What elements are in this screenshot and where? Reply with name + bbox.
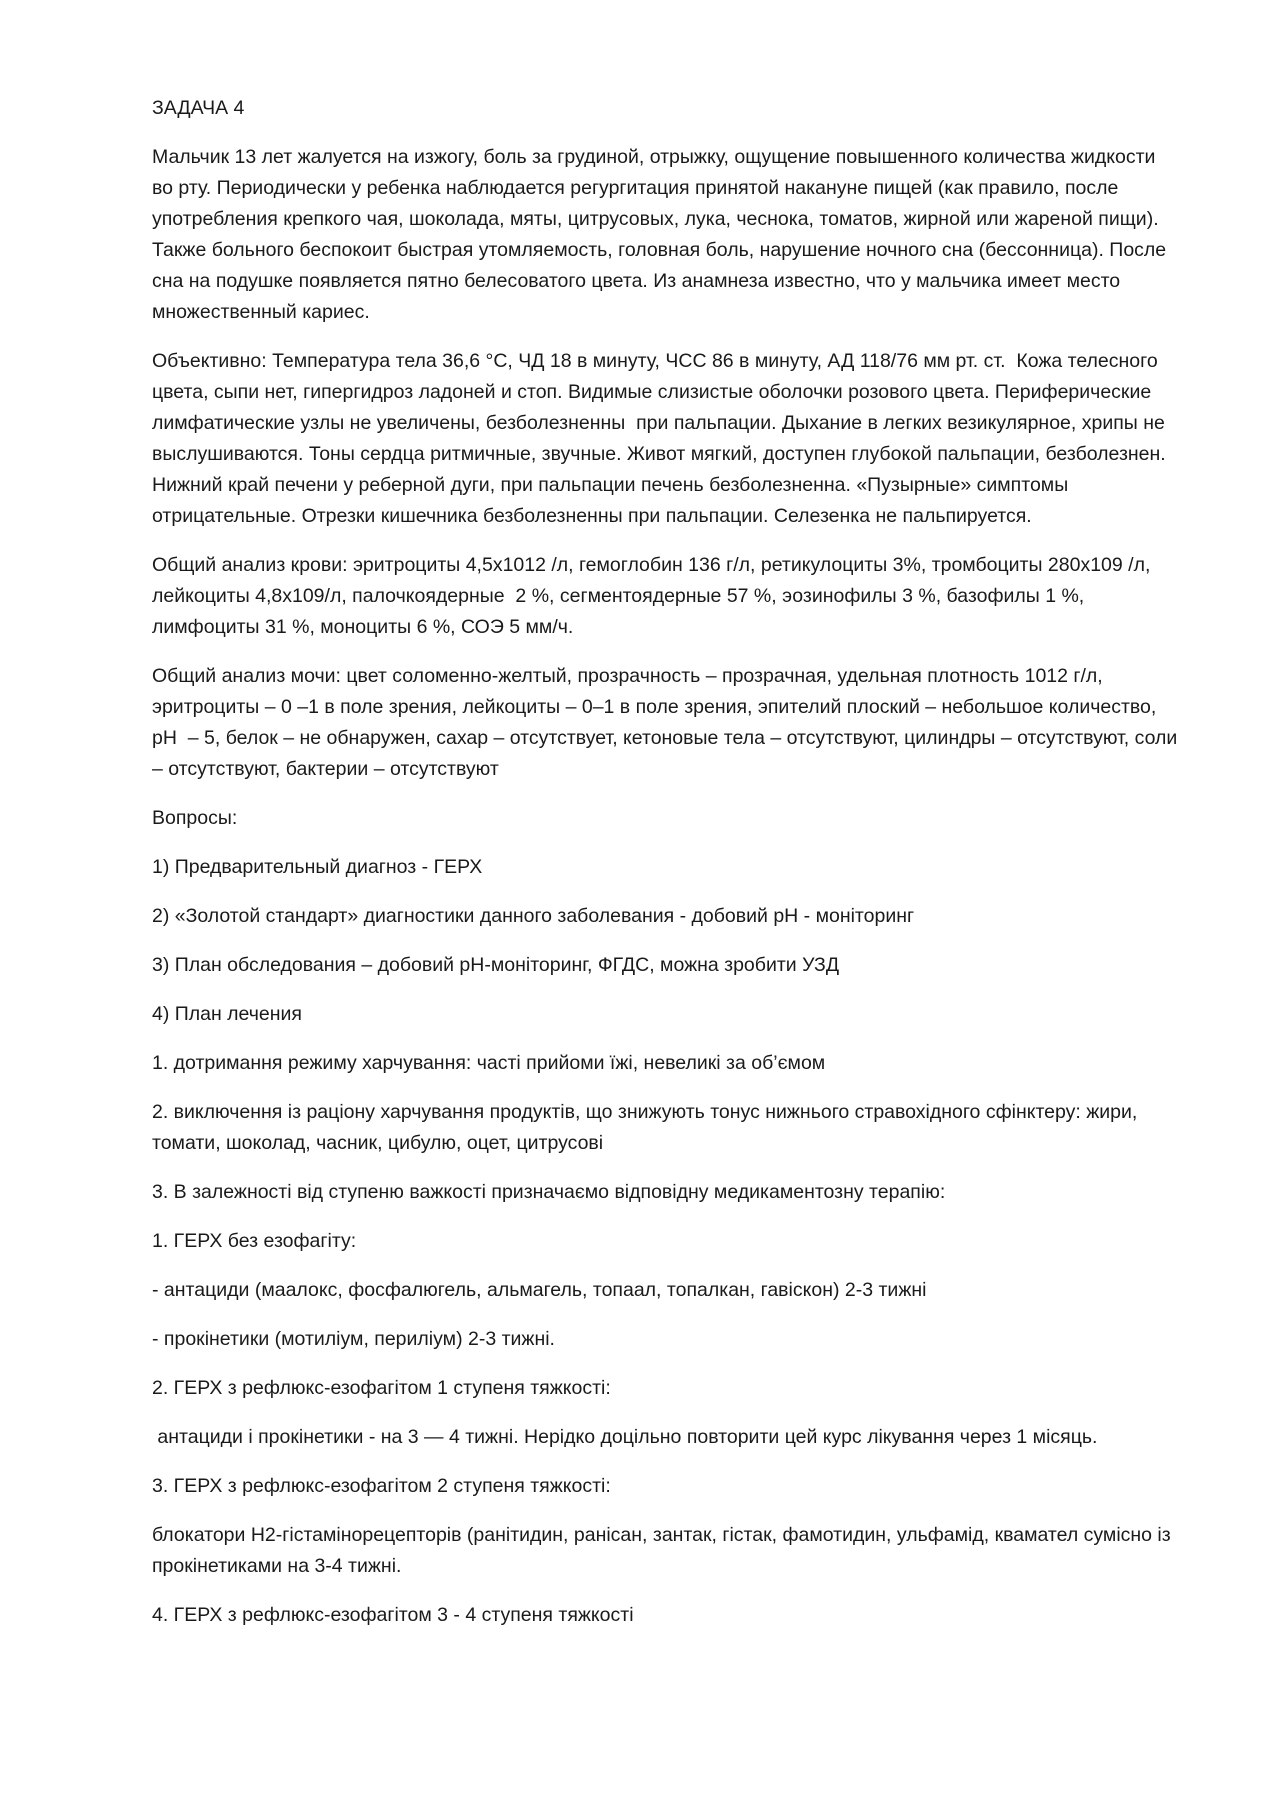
question-4: 4) План лечения xyxy=(152,1003,302,1025)
gerd-no-esophagitis-heading: 1. ГЕРХ без езофагіту: xyxy=(152,1230,357,1252)
gerd-grade-1-therapy: антациди і прокінетики - на 3 — 4 тижні. Нерідко доцільно повторити цей курс лікування через 1 місяць. xyxy=(152,1426,1098,1448)
gerd-grade-2-heading: 3. ГЕРХ з рефлюкс-езофагітом 2 ступеня тяжкості: xyxy=(152,1475,611,1497)
gerd-grade-1-heading: 2. ГЕРХ з рефлюкс-езофагітом 1 ступеня тяжкості: xyxy=(152,1377,611,1399)
questions-heading: Вопросы: xyxy=(152,807,238,829)
antacids-line: - антациди (маалокс, фосфалюгель, альмагель, топаал, топалкан, гавіскон) 2-3 тижні xyxy=(152,1279,927,1301)
treatment-item-3: 3. В залежності від ступеню важкості призначаємо відповідну медикаментозну терапію: xyxy=(152,1181,946,1203)
question-3: 3) План обследования – добовий рН-моніторинг, ФГДС, можна зробити УЗД xyxy=(152,954,840,976)
urine-test-paragraph: Общий анализ мочи: цвет соломенно-желтый, прозрачность – прозрачная, удельная плотность 1012 г/л, эритроциты – 0 –1 в поле зрения, лейкоциты – 0–1 в поле зрения, эпителий плоский – небольшое количество, рН – 5, белок – не обнаружен, сахар – отсутствует, кетоновые тела – отсутствуют, цилиндры – отсутствуют, соли – отсутствуют, бактерии – отсутствуют xyxy=(152,665,1183,780)
complaints-paragraph: Мальчик 13 лет жалуется на изжогу, боль за грудиной, отрыжку, ощущение повышенного количества жидкости во рту. Периодически у ребенка наблюдается регургитация принятой накануне пищей (как правило, после употребления крепкого чая, шоколада, мяты, цитрусовых, лука, чеснока, томатов, жирной или жареной пищи). Также больного беспокоит быстрая утомляемость, головная боль, нарушение ночного сна (бессонница). После сна на подушке появляется пятно белесоватого цвета. Из анамнеза известно, что у мальчика имеет место множественный кариес. xyxy=(152,146,1172,323)
treatment-item-2: 2. виключення із раціону харчування продуктів, що знижують тонус нижнього стравохідного сфінктеру: жири, томати, шоколад, часник, цибулю, оцет, цитрусові xyxy=(152,1101,1143,1154)
document-title: ЗАДАЧА 4 xyxy=(152,97,245,119)
blood-test-paragraph: Общий анализ крови: эритроциты 4,5х1012 /л, гемоглобин 136 г/л, ретикулоциты 3%, тромбоциты 280х109 /л, лейкоциты 4,8х109/л, палочкоядерные 2 %, сегментоядерные 57 %, эозинофилы 3 %, базофилы 1 %, лимфоциты 31 %, моноциты 6 %, СОЭ 5 мм/ч. xyxy=(152,554,1156,638)
gerd-grade-2-therapy: блокатори Н2-гістамінорецепторів (ранітидин, ранісан, зантак, гістак, фамотидин, ульфамід, квамател сумісно із прокінетиками на 3-4 тижні. xyxy=(152,1524,1177,1577)
gerd-grade-3-4-heading: 4. ГЕРХ з рефлюкс-езофагітом 3 - 4 ступеня тяжкості xyxy=(152,1604,634,1626)
question-1: 1) Предварительный диагноз - ГЕРХ xyxy=(152,856,483,878)
question-2: 2) «Золотой стандарт» диагностики данного заболевания - добовий рН - моніторинг xyxy=(152,905,915,927)
treatment-item-1: 1. дотримання режиму харчування: часті прийоми їжі, невеликі за об’ємом xyxy=(152,1052,826,1074)
prokinetics-line: - прокінетики (мотиліум, периліум) 2-3 тижні. xyxy=(152,1328,555,1350)
objective-exam-paragraph: Объективно: Температура тела 36,6 °С, ЧД 18 в минуту, ЧСС 86 в минуту, АД 118/76 мм рт. ст. Кожа телесного цвета, сыпи нет, гипергидроз ладоней и стоп. Видимые слизистые оболочки розового цвета. Периферические лимфатические узлы не увеличены, безболезненны при пальпации. Дыхание в легких везикулярное, хрипы не выслушиваются. Тоны сердца ритмичные, звучные. Живот мягкий, доступен глубокой пальпации, безболезнен. Нижний край печени у реберной дуги, при пальпации печень безболезненна. «Пузырные» симптомы отрицательные. Отрезки кишечника безболезненны при пальпации. Селезенка не пальпируется. xyxy=(152,350,1172,527)
